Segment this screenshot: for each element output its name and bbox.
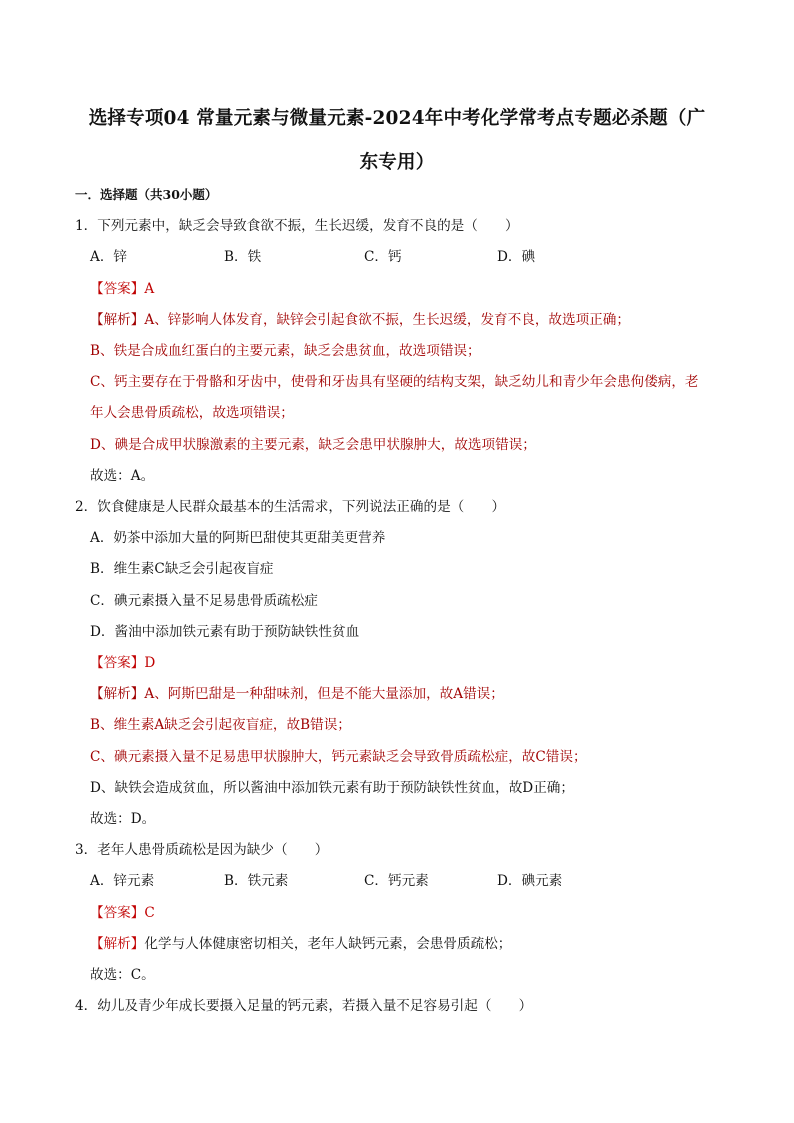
question-3-answer bbox=[90, 904, 155, 922]
question-3-option-b: B．铁元素 bbox=[224, 873, 289, 889]
question-2-option-b: B．维生素C缺乏会引起夜盲症 bbox=[90, 561, 274, 577]
question-1-explanation-line-2: B、铁是合成血红蛋白的主要元素，缺乏会患贫血，故选项错误； bbox=[90, 343, 481, 359]
answer-tag: 【答案】 bbox=[90, 655, 145, 671]
question-3-stem: 3．老年人患骨质疏松是因为缺少（ ） bbox=[75, 842, 329, 858]
question-2-answer bbox=[90, 654, 155, 672]
answer-value: D bbox=[144, 655, 156, 671]
doc-title-line-2: 东专用） bbox=[359, 152, 435, 173]
question-1-explanation-line-1 bbox=[90, 311, 630, 329]
question-1-conclusion: 故选：A。 bbox=[90, 468, 155, 484]
question-2-option-c: C．碘元素摄入量不足易患骨质疏松症 bbox=[90, 593, 318, 609]
answer-value: A bbox=[144, 281, 155, 297]
question-1-explanation-line-3: C、钙主要存在于骨骼和牙齿中，使骨和牙齿具有坚硬的结构支架，缺乏幼儿和青少年会患佝偻病，老 bbox=[90, 374, 699, 390]
answer-tag: 【答案】 bbox=[90, 281, 145, 297]
explanation-text: 化学与人体健康密切相关，老年人缺钙元素，会患骨质疏松； bbox=[144, 936, 512, 952]
question-2-explanation-line-3: C、碘元素摄入量不足易患甲状腺肿大，钙元素缺乏会导致骨质疏松症，故C错误； bbox=[90, 749, 587, 765]
doc-title-line-1: 选择专项04 常量元素与微量元素-2024年中考化学常考点专题必杀题（广 bbox=[88, 108, 706, 129]
question-1-stem: 1．下列元素中，缺乏会导致食欲不振，生长迟缓，发育不良的是（ ） bbox=[75, 218, 519, 234]
question-3-option-c: C．钙元素 bbox=[364, 873, 429, 889]
question-1-option-b: B．铁 bbox=[224, 249, 262, 265]
question-4-stem: 4．幼儿及青少年成长要摄入足量的钙元素，若摄入量不足容易引起（ ） bbox=[75, 998, 533, 1014]
question-2-explanation-line-1 bbox=[90, 685, 504, 703]
explanation-tag: 【解析】 bbox=[90, 686, 145, 702]
question-2-stem: 2．饮食健康是人民群众最基本的生活需求，下列说法正确的是（ ） bbox=[75, 499, 506, 515]
question-2-option-a: A．奶茶中添加大量的阿斯巴甜使其更甜美更营养 bbox=[90, 530, 386, 546]
answer-value: C bbox=[144, 905, 155, 921]
explanation-text: A、锌影响人体发育，缺锌会引起食欲不振，生长迟缓，发育不良，故选项正确； bbox=[144, 312, 630, 328]
question-1-option-a: A．锌 bbox=[90, 249, 128, 265]
question-1-explanation-line-4: 年人会患骨质疏松，故选项错误； bbox=[90, 405, 294, 421]
question-3-conclusion: 故选：C。 bbox=[90, 967, 155, 983]
question-1-answer bbox=[90, 280, 154, 298]
question-1-option-d: D．碘 bbox=[497, 249, 536, 265]
answer-tag: 【答案】 bbox=[90, 905, 145, 921]
question-1-option-c: C．钙 bbox=[364, 249, 402, 265]
question-3-explanation-line-1 bbox=[90, 935, 511, 953]
question-2-option-d: D．酱油中添加铁元素有助于预防缺铁性贫血 bbox=[90, 624, 360, 640]
explanation-text: A、阿斯巴甜是一种甜味剂，但是不能大量添加，故A错误； bbox=[144, 686, 504, 702]
question-3-option-a: A．锌元素 bbox=[90, 873, 155, 889]
question-1-explanation-line-5: D、碘是合成甲状腺激素的主要元素，缺乏会患甲状腺肿大，故选项错误； bbox=[90, 437, 536, 453]
question-2-explanation-line-2: B、维生素A缺乏会引起夜盲症，故B错误； bbox=[90, 717, 351, 733]
question-2-explanation-line-4: D、缺铁会造成贫血，所以酱油中添加铁元素有助于预防缺铁性贫血，故D正确； bbox=[90, 780, 574, 796]
section-heading: 一．选择题（共30小题） bbox=[75, 187, 218, 202]
question-3-option-d: D．碘元素 bbox=[497, 873, 563, 889]
explanation-tag: 【解析】 bbox=[90, 936, 145, 952]
explanation-tag: 【解析】 bbox=[90, 312, 145, 328]
question-2-conclusion: 故选：D。 bbox=[90, 811, 156, 827]
